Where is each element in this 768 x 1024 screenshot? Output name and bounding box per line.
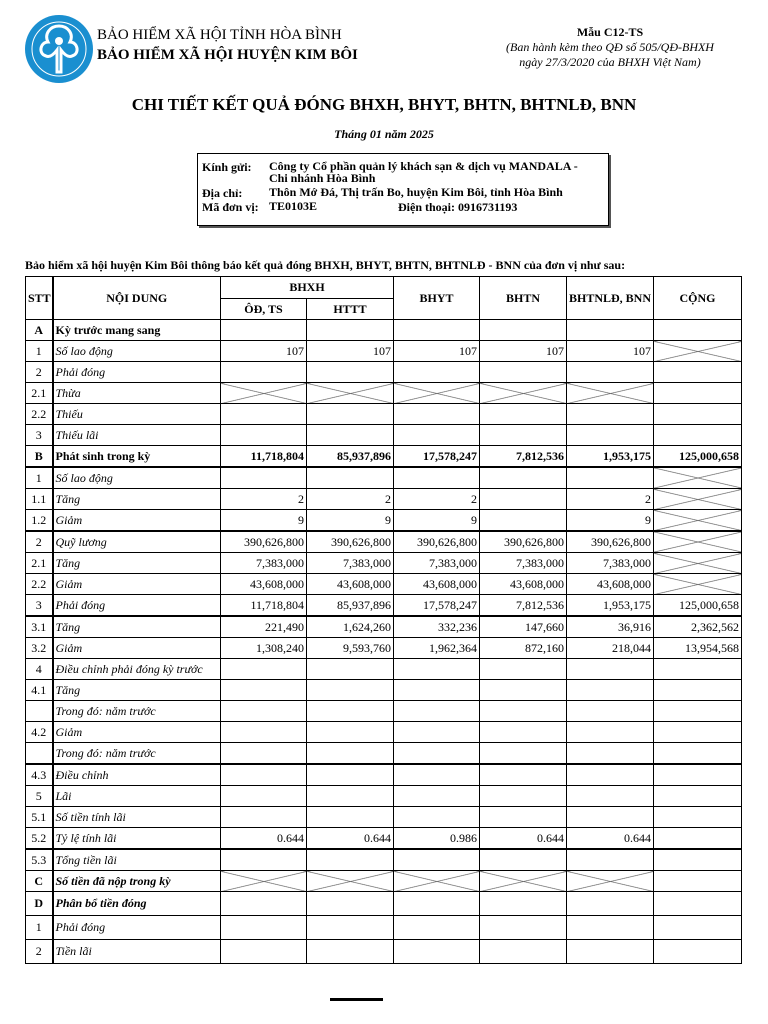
table-row: [26, 553, 742, 574]
row-label: Trong đó: năm trước: [53, 743, 221, 765]
value-cell: 43,608,000: [307, 574, 394, 595]
value-cell: 9: [307, 510, 394, 532]
value-cell: [480, 786, 567, 807]
page-divider: [330, 998, 383, 1001]
row-label: Số tiền tính lãi: [53, 807, 221, 828]
value-cell: 107: [480, 341, 567, 362]
period: Tháng 01 năm 2025: [334, 127, 434, 141]
form-info: [470, 25, 750, 70]
value-cell: [654, 701, 742, 722]
row-label: Tăng: [53, 489, 221, 510]
value-cell: 2: [221, 489, 307, 510]
value-cell: [480, 701, 567, 722]
value-cell: [307, 892, 394, 916]
value-cell: [654, 425, 742, 446]
value-cell: [307, 916, 394, 940]
crossed-cell: [394, 383, 480, 404]
crossed-cell: [654, 531, 742, 553]
value-cell: [307, 362, 394, 383]
crossed-cell: [654, 510, 742, 532]
value-cell: [567, 786, 654, 807]
value-cell: [394, 743, 480, 765]
row-label: Tiền lãi: [53, 940, 221, 964]
value-cell: [221, 849, 307, 871]
value-cell: [480, 362, 567, 383]
row-label: Trong đó: năm trước: [53, 701, 221, 722]
value-cell: [480, 743, 567, 765]
row-label: Điều chỉnh: [53, 764, 221, 786]
value-cell: 107: [307, 341, 394, 362]
unit-value: TE0103E: [269, 199, 318, 213]
value-cell: [221, 320, 307, 341]
unit-label: Mã đơn vị:: [202, 200, 259, 214]
row-stt: 1: [26, 467, 53, 489]
row-label: Tổng tiền lãi: [53, 849, 221, 871]
table-row: [26, 701, 742, 722]
value-cell: 390,626,800: [480, 531, 567, 553]
value-cell: [480, 510, 567, 532]
row-label: Tăng: [53, 680, 221, 701]
row-stt: 4.3: [26, 764, 53, 786]
value-cell: 2: [567, 489, 654, 510]
table-row: [26, 404, 742, 425]
value-cell: 125,000,658: [654, 595, 742, 617]
value-cell: [654, 764, 742, 786]
address-value: Thôn Mớ Đá, Thị trấn Bo, huyện Kim Bôi, tỉnh Hòa Bình: [269, 185, 563, 199]
value-cell: 7,383,000: [567, 553, 654, 574]
table-row: [26, 595, 742, 617]
crossed-cell: [654, 341, 742, 362]
row-label: Giảm: [53, 722, 221, 743]
value-cell: [307, 743, 394, 765]
value-cell: [307, 404, 394, 425]
row-label: Thiếu: [53, 404, 221, 425]
value-cell: [307, 425, 394, 446]
value-cell: 7,812,536: [480, 595, 567, 617]
value-cell: [221, 362, 307, 383]
value-cell: [654, 680, 742, 701]
value-cell: 218,044: [567, 638, 654, 659]
form-code: Mẫu C12-TS: [576, 25, 644, 39]
row-stt: [26, 743, 53, 765]
value-cell: [654, 807, 742, 828]
value-cell: [394, 916, 480, 940]
to-label: Kính gửi:: [202, 160, 252, 174]
crossed-cell: [394, 871, 480, 892]
value-cell: [480, 892, 567, 916]
value-cell: [567, 680, 654, 701]
row-stt: 2: [26, 531, 53, 553]
value-cell: [221, 764, 307, 786]
value-cell: [654, 892, 742, 916]
table-row: [26, 940, 742, 964]
row-stt: 5.2: [26, 828, 53, 850]
crossed-cell: [307, 383, 394, 404]
value-cell: 2: [307, 489, 394, 510]
crossed-cell: [654, 553, 742, 574]
header-od-ts: ÔĐ, TS: [221, 299, 307, 320]
org-district: BẢO HIỂM XÃ HỘI HUYỆN KIM BÔI: [97, 47, 358, 63]
row-label: Số lao động: [53, 341, 221, 362]
table-row: [26, 828, 742, 850]
table-row: [26, 892, 742, 916]
value-cell: [654, 786, 742, 807]
value-cell: [307, 807, 394, 828]
header-bhxh: BHXH: [221, 277, 394, 299]
value-cell: 0.644: [480, 828, 567, 850]
value-cell: [221, 940, 307, 964]
table-row: [26, 531, 742, 553]
value-cell: [221, 786, 307, 807]
header-total: CỘNG: [654, 277, 742, 320]
row-stt: 2.2: [26, 574, 53, 595]
row-stt: B: [26, 446, 53, 468]
table-row: [26, 383, 742, 404]
row-label: Số lao động: [53, 467, 221, 489]
value-cell: 0.644: [221, 828, 307, 850]
value-cell: 0.644: [307, 828, 394, 850]
value-cell: [394, 467, 480, 489]
row-stt: 1.1: [26, 489, 53, 510]
row-stt: 4.2: [26, 722, 53, 743]
row-stt: 5.3: [26, 849, 53, 871]
table-row: [26, 362, 742, 383]
value-cell: [307, 786, 394, 807]
row-label: Quỹ lương: [53, 531, 221, 553]
value-cell: 1,962,364: [394, 638, 480, 659]
value-cell: 1,953,175: [567, 446, 654, 468]
row-stt: 1: [26, 916, 53, 940]
value-cell: 43,608,000: [480, 574, 567, 595]
value-cell: [221, 892, 307, 916]
row-label: Phải đóng: [53, 595, 221, 617]
value-cell: [654, 940, 742, 964]
value-cell: 0.644: [567, 828, 654, 850]
value-cell: [307, 680, 394, 701]
value-cell: [221, 722, 307, 743]
value-cell: 107: [394, 341, 480, 362]
value-cell: 36,916: [567, 616, 654, 638]
value-cell: 85,937,896: [307, 446, 394, 468]
value-cell: [394, 680, 480, 701]
row-label: Tăng: [53, 553, 221, 574]
value-cell: [567, 892, 654, 916]
value-cell: 17,578,247: [394, 595, 480, 617]
value-cell: [307, 659, 394, 680]
value-cell: [654, 383, 742, 404]
header-bhtn: BHTN: [480, 277, 567, 320]
value-cell: [567, 807, 654, 828]
value-cell: 9: [567, 510, 654, 532]
value-cell: [307, 320, 394, 341]
row-label: Điều chỉnh phải đóng kỳ trước: [53, 659, 221, 680]
value-cell: [221, 743, 307, 765]
table-row: [26, 916, 742, 940]
value-cell: 0.986: [394, 828, 480, 850]
table-row: [26, 574, 742, 595]
value-cell: [480, 320, 567, 341]
crossed-cell: [221, 871, 307, 892]
header-httt: HTTT: [307, 299, 394, 320]
value-cell: 85,937,896: [307, 595, 394, 617]
value-cell: 9: [394, 510, 480, 532]
table-row: [26, 320, 742, 341]
value-cell: 43,608,000: [394, 574, 480, 595]
table-row: [26, 849, 742, 871]
value-cell: [394, 722, 480, 743]
header-stt: STT: [26, 277, 53, 320]
value-cell: 43,608,000: [567, 574, 654, 595]
value-cell: 147,660: [480, 616, 567, 638]
value-cell: 390,626,800: [567, 531, 654, 553]
row-label: Kỳ trước mang sang: [53, 320, 221, 341]
value-cell: [654, 828, 742, 850]
row-stt: 3: [26, 425, 53, 446]
value-cell: [654, 722, 742, 743]
row-stt: [26, 701, 53, 722]
value-cell: 390,626,800: [221, 531, 307, 553]
row-label: Phát sinh trong kỳ: [53, 446, 221, 468]
value-cell: 1,953,175: [567, 595, 654, 617]
value-cell: 221,490: [221, 616, 307, 638]
value-cell: [221, 680, 307, 701]
row-stt: 2: [26, 362, 53, 383]
row-label: Lãi: [53, 786, 221, 807]
row-label: Phân bổ tiền đóng: [53, 892, 221, 916]
value-cell: [567, 425, 654, 446]
value-cell: 390,626,800: [394, 531, 480, 553]
row-label: Số tiền đã nộp trong kỳ: [53, 871, 221, 892]
value-cell: [221, 404, 307, 425]
value-cell: [221, 807, 307, 828]
value-cell: [480, 764, 567, 786]
value-cell: [394, 320, 480, 341]
value-cell: [567, 743, 654, 765]
crossed-cell: [567, 383, 654, 404]
value-cell: [307, 701, 394, 722]
row-stt: A: [26, 320, 53, 341]
row-label: Phải đóng: [53, 916, 221, 940]
value-cell: [567, 320, 654, 341]
row-label: Giảm: [53, 638, 221, 659]
value-cell: [394, 362, 480, 383]
value-cell: [221, 659, 307, 680]
value-cell: [480, 849, 567, 871]
value-cell: [480, 722, 567, 743]
value-cell: [654, 320, 742, 341]
value-cell: 390,626,800: [307, 531, 394, 553]
crossed-cell: [221, 383, 307, 404]
value-cell: 2: [394, 489, 480, 510]
value-cell: 11,718,804: [221, 595, 307, 617]
row-stt: 1: [26, 341, 53, 362]
value-cell: 1,308,240: [221, 638, 307, 659]
value-cell: [394, 807, 480, 828]
value-cell: 872,160: [480, 638, 567, 659]
header-bhtnld: BHTNLĐ, BNN: [567, 277, 654, 320]
value-cell: [221, 425, 307, 446]
value-cell: 2,362,562: [654, 616, 742, 638]
value-cell: [567, 916, 654, 940]
row-stt: 3: [26, 595, 53, 617]
table-row: [26, 446, 742, 468]
crossed-cell: [480, 871, 567, 892]
value-cell: 43,608,000: [221, 574, 307, 595]
value-cell: 107: [221, 341, 307, 362]
value-cell: 7,383,000: [307, 553, 394, 574]
value-cell: [394, 764, 480, 786]
crossed-cell: [654, 574, 742, 595]
value-cell: [654, 916, 742, 940]
value-cell: [480, 659, 567, 680]
value-cell: [567, 404, 654, 425]
value-cell: [394, 425, 480, 446]
value-cell: 13,954,568: [654, 638, 742, 659]
value-cell: [307, 467, 394, 489]
value-cell: [480, 916, 567, 940]
bhxh-logo: [24, 14, 94, 84]
value-cell: [480, 425, 567, 446]
row-stt: C: [26, 871, 53, 892]
value-cell: 1,624,260: [307, 616, 394, 638]
table-row: [26, 510, 742, 532]
value-cell: 11,718,804: [221, 446, 307, 468]
value-cell: [567, 659, 654, 680]
value-cell: [480, 404, 567, 425]
value-cell: 7,383,000: [221, 553, 307, 574]
value-cell: [394, 404, 480, 425]
result-table: [25, 276, 742, 964]
value-cell: [394, 701, 480, 722]
value-cell: 17,578,247: [394, 446, 480, 468]
value-cell: [480, 680, 567, 701]
table-row: [26, 722, 742, 743]
table-row: [26, 341, 742, 362]
value-cell: [307, 849, 394, 871]
value-cell: [480, 467, 567, 489]
value-cell: [307, 940, 394, 964]
row-label: Phải đóng: [53, 362, 221, 383]
value-cell: [567, 701, 654, 722]
crossed-cell: [480, 383, 567, 404]
value-cell: [221, 701, 307, 722]
value-cell: [567, 849, 654, 871]
table-row: [26, 680, 742, 701]
row-stt: 2.1: [26, 383, 53, 404]
row-label: Tăng: [53, 616, 221, 638]
row-stt: 5: [26, 786, 53, 807]
value-cell: 7,383,000: [480, 553, 567, 574]
table-row: [26, 764, 742, 786]
row-stt: 3.2: [26, 638, 53, 659]
value-cell: [221, 916, 307, 940]
value-cell: [567, 764, 654, 786]
header-bhyt: BHYT: [394, 277, 480, 320]
table-row: [26, 786, 742, 807]
table-row: [26, 659, 742, 680]
row-stt: 2.1: [26, 553, 53, 574]
row-label: Giảm: [53, 510, 221, 532]
document-title: CHI TIẾT KẾT QUẢ ĐÓNG BHXH, BHYT, BHTN, BHTNLĐ, BNN: [131, 95, 637, 114]
value-cell: [307, 764, 394, 786]
row-stt: 5.1: [26, 807, 53, 828]
form-note-1: (Ban hành kèm theo QĐ số 505/QĐ-BHXH: [506, 40, 714, 54]
value-cell: [394, 786, 480, 807]
crossed-cell: [567, 871, 654, 892]
row-label: Tỷ lệ tính lãi: [53, 828, 221, 850]
row-stt: 1.2: [26, 510, 53, 532]
row-label: Thừa: [53, 383, 221, 404]
table-row: [26, 638, 742, 659]
value-cell: 107: [567, 341, 654, 362]
value-cell: [567, 362, 654, 383]
value-cell: 9,593,760: [307, 638, 394, 659]
address-label: Địa chỉ:: [202, 186, 243, 200]
value-cell: [654, 404, 742, 425]
intro-text: Bảo hiểm xã hội huyện Kim Bôi thông báo kết quả đóng BHXH, BHYT, BHTN, BHTNLĐ - BNN của đơn vị như sau:: [25, 258, 626, 272]
crossed-cell: [654, 489, 742, 510]
value-cell: [654, 871, 742, 892]
value-cell: [394, 849, 480, 871]
value-cell: [394, 892, 480, 916]
org-province: BẢO HIỂM XÃ HỘI TỈNH HÒA BÌNH: [97, 27, 342, 43]
row-label: Giảm: [53, 574, 221, 595]
crossed-cell: [307, 871, 394, 892]
value-cell: [480, 940, 567, 964]
to-value: Công ty Cổ phần quản lý khách sạn & dịch vụ MANDALA - Chi nhánh Hòa Bình: [269, 159, 578, 185]
value-cell: [567, 467, 654, 489]
table-row: [26, 489, 742, 510]
row-stt: 3.1: [26, 616, 53, 638]
value-cell: [567, 940, 654, 964]
form-note-2: ngày 27/3/2020 của BHXH Việt Nam): [519, 55, 701, 69]
value-cell: [567, 722, 654, 743]
row-stt: 2.2: [26, 404, 53, 425]
table-row: [26, 871, 742, 892]
row-stt: 4.1: [26, 680, 53, 701]
value-cell: 7,383,000: [394, 553, 480, 574]
value-cell: [394, 659, 480, 680]
row-label: Thiếu lãi: [53, 425, 221, 446]
value-cell: [480, 489, 567, 510]
row-stt: 4: [26, 659, 53, 680]
value-cell: [307, 722, 394, 743]
phone: Điện thoại: 0916731193: [398, 200, 518, 214]
value-cell: 7,812,536: [480, 446, 567, 468]
table-row: [26, 807, 742, 828]
table-row: [26, 467, 742, 489]
value-cell: [221, 467, 307, 489]
table-row: [26, 743, 742, 765]
value-cell: 332,236: [394, 616, 480, 638]
row-stt: D: [26, 892, 53, 916]
crossed-cell: [654, 467, 742, 489]
value-cell: [654, 849, 742, 871]
value-cell: [654, 362, 742, 383]
table-row: [26, 425, 742, 446]
value-cell: 9: [221, 510, 307, 532]
value-cell: 125,000,658: [654, 446, 742, 468]
header-content: NỘI DUNG: [53, 277, 221, 320]
value-cell: [394, 940, 480, 964]
table-row: [26, 616, 742, 638]
value-cell: [654, 659, 742, 680]
row-stt: 2: [26, 940, 53, 964]
value-cell: [480, 807, 567, 828]
recipient-box: [197, 153, 609, 226]
value-cell: [654, 743, 742, 765]
